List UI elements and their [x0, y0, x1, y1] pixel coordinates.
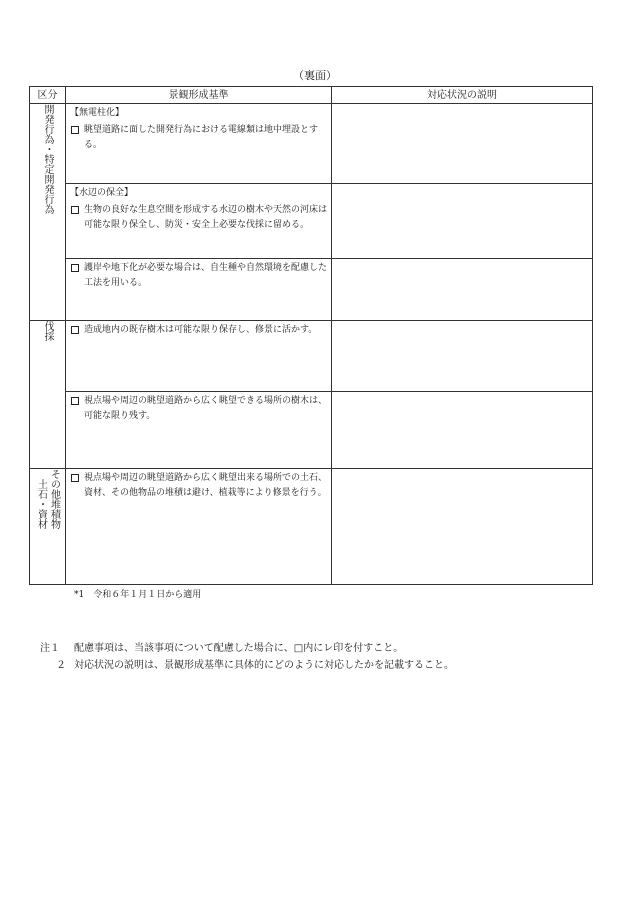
table-row [30, 104, 593, 184]
checkbox[interactable] [71, 126, 79, 134]
response-cell[interactable] [332, 469, 593, 585]
criterion-text: 視点場や周辺の眺望道路から広く眺望出来る場所での土石、資材、その他物品の堆積は避け、植栽等により修景を行う。 [84, 473, 328, 498]
page-side-title: （裏面） [293, 69, 337, 82]
category-cell-development [30, 104, 66, 321]
category-label-line-2: その他堆積物 [48, 469, 60, 529]
criteria-cell [66, 321, 332, 392]
criterion-text: 視点場や周辺の眺望道路から広く眺望できる場所の樹木は、可能な限り残す。 [84, 396, 328, 421]
note-item [40, 657, 454, 674]
criterion-item [66, 321, 331, 338]
response-cell[interactable] [332, 321, 593, 392]
response-cell[interactable] [332, 259, 593, 321]
checkbox[interactable] [71, 474, 79, 482]
criterion-text: 造成地内の既存樹木は可能な限り保存し、修景に活かす。 [84, 325, 318, 335]
criterion-text: 生物の良好な生息空間を形成する水辺の樹木や天然の河床は可能な限り保全し、防災・安全上必要な伐採に留める。 [84, 205, 328, 230]
table-row [30, 321, 593, 392]
criteria-cell [66, 392, 332, 469]
footnote: *1 令和６年１月１日から適用 [74, 590, 202, 600]
table-header-row [30, 87, 593, 104]
checkbox[interactable] [71, 397, 79, 405]
response-cell[interactable] [332, 184, 593, 259]
note-text: 対応状況の説明は、景観形成基準に具体的にどのように対応したかを記載すること。 [74, 660, 454, 671]
criteria-cell [66, 259, 332, 321]
response-cell[interactable] [332, 104, 593, 184]
category-label: 開発行為・特定開発行為 [42, 104, 53, 214]
checkbox[interactable] [71, 264, 79, 272]
criterion-text: 眺望道路に面した開発行為における電線類は地中埋設とする。 [84, 125, 319, 150]
header-response: 対応状況の説明 [332, 87, 593, 104]
category-label: 伐採 [42, 321, 53, 341]
criteria-cell [66, 104, 332, 184]
criterion-item [66, 121, 331, 153]
table-row [30, 259, 593, 321]
table-row [30, 184, 593, 259]
criterion-item [66, 392, 331, 424]
criterion-item [66, 469, 331, 501]
table-row [30, 392, 593, 469]
header-category: 区分 [30, 87, 66, 104]
landscape-criteria-table [29, 86, 593, 585]
checkbox[interactable] [71, 326, 79, 334]
table-row [30, 469, 593, 585]
response-cell[interactable] [332, 392, 593, 469]
criterion-item [66, 201, 331, 233]
notes [40, 640, 454, 674]
category-cell-deposits [30, 469, 66, 585]
criterion-item [66, 259, 331, 291]
note-text: 配慮事項は、当該事項について配慮した場合に、□内にレ印を付すこと。 [74, 643, 404, 654]
category-label-line-1: 土石・資材 [35, 479, 47, 529]
header-criteria: 景観形成基準 [66, 87, 332, 104]
group-heading: 【水辺の保全】 [70, 188, 134, 198]
group-heading: 【無電柱化】 [70, 108, 125, 118]
note-label: 注１ [40, 643, 60, 654]
criteria-cell [66, 469, 332, 585]
category-cell-felling [30, 321, 66, 469]
checkbox[interactable] [71, 206, 79, 214]
criteria-cell [66, 184, 332, 259]
note-item [40, 640, 454, 657]
note-label: ２ [56, 660, 66, 671]
criterion-text: 護岸や地下化が必要な場合は、自生種や自然環境を配慮した工法を用いる。 [84, 263, 328, 288]
